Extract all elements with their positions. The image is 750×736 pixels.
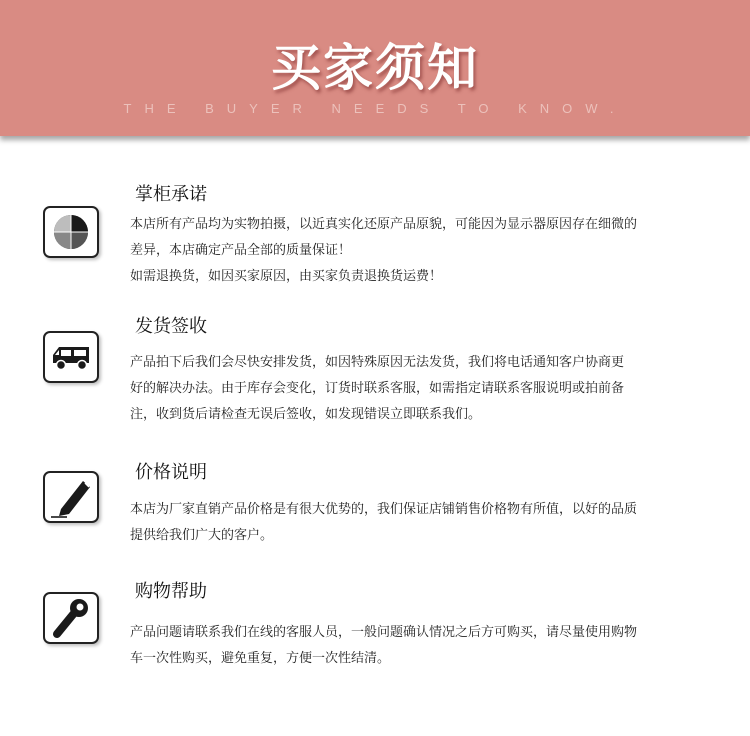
- body-line: 注，收到货后请检查无误后签收，如发现错误立即联系我们。: [130, 407, 482, 422]
- body-line: 车一次性购买，避免重复，方便一次性结清。: [130, 651, 391, 666]
- page-title: 买家须知: [271, 39, 479, 97]
- pen-icon: [43, 471, 99, 523]
- body-line: 差异，本店确定产品全部的质量保证！: [130, 243, 352, 258]
- header-banner: [0, 0, 750, 136]
- body-line: 本店为厂家直销产品价格是有很大优势的，我们保证店铺销售价格物有所值，以好的品质: [130, 502, 638, 517]
- body-line: 产品拍下后我们会尽快安排发货，如因特殊原因无法发货，我们将电话通知客户协商更: [130, 355, 625, 370]
- wrench-icon: [43, 592, 99, 644]
- section-body: [130, 620, 710, 672]
- section-title: 购物帮助: [135, 581, 207, 602]
- page-subtitle: THE BUYER NEEDS TO KNOW.: [123, 101, 627, 116]
- body-line: 好的解决办法。由于库存会变化，订货时联系客服，如需指定请联系客服说明或拍前备: [130, 381, 625, 396]
- section-body: [130, 212, 710, 290]
- section-body: [130, 350, 710, 428]
- section-body: [130, 497, 710, 549]
- pie-chart-icon: [43, 206, 99, 258]
- body-line: 本店所有产品均为实物拍摄，以近真实化还原产品原貌，可能因为显示器原因存在细微的: [130, 217, 638, 232]
- section-title: 发货签收: [135, 316, 207, 337]
- section-title: 价格说明: [135, 462, 207, 483]
- section-title: 掌柜承诺: [135, 184, 207, 205]
- body-line: 如需退换货，如因买家原因，由买家负责退换货运费！: [130, 269, 443, 284]
- body-line: 产品问题请联系我们在线的客服人员，一般问题确认情况之后方可购买，请尽量使用购物: [130, 625, 638, 640]
- delivery-van-icon: [43, 331, 99, 383]
- body-line: 提供给我们广大的客户。: [130, 528, 274, 543]
